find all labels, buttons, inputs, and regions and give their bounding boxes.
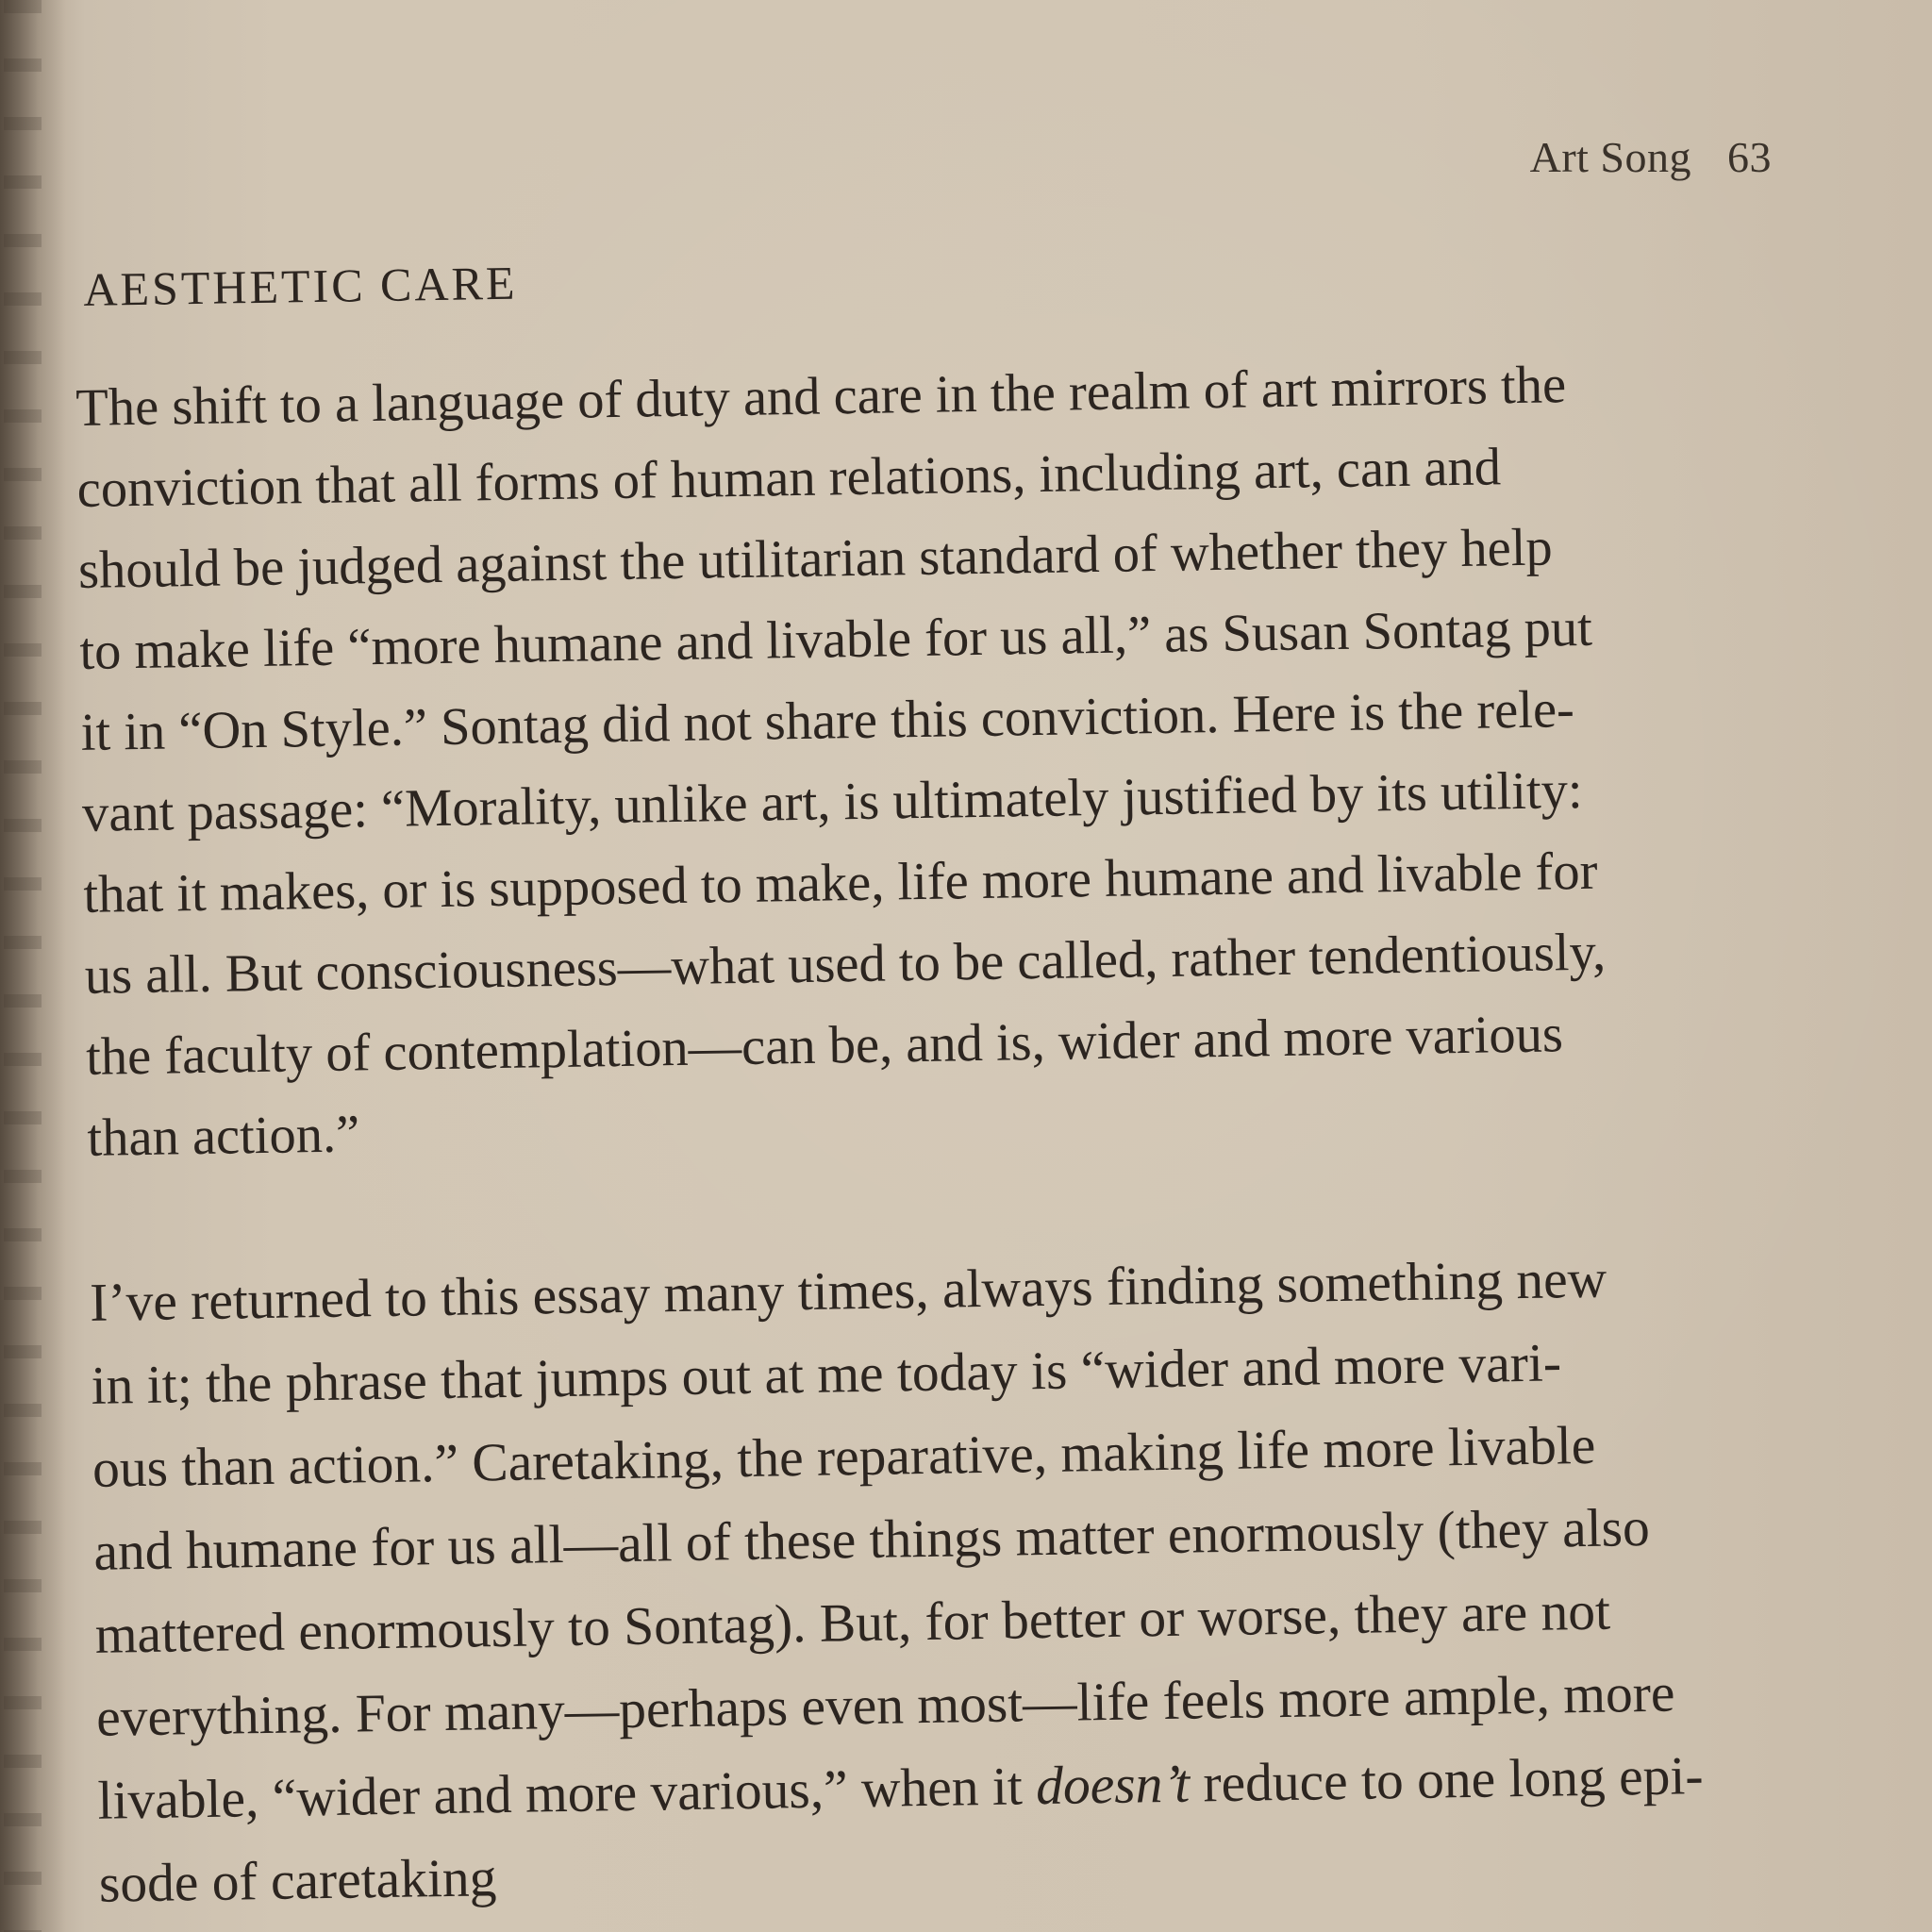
text-line: everything. For many—perhaps even most—life feels more ample, more [95,1663,1675,1748]
facing-page-edge [4,0,42,1932]
text-line: than action.” [87,1105,360,1168]
text-run: reduce to one long epi- [1189,1746,1704,1814]
italic-emphasis: doesn’t [1035,1754,1191,1817]
paragraph [90,1235,1855,1926]
text-line: should be judged against the utilitarian standard of whether they help [77,518,1554,600]
text-line: us all. But consciousness—what used to be called, rather tendentiously, [84,923,1607,1006]
text-line: the faculty of contemplation—can be, and is, wider and more various [85,1005,1564,1087]
text-line: in it; the phrase that jumps out at me today is “wider and more vari- [91,1333,1562,1416]
section-heading: AESTHETIC CARE [82,256,518,316]
text-line: to make life “more humane and livable for us all,” as Susan Sontag put [78,598,1593,681]
text-line: conviction that all forms of human relations, including art, can and [76,438,1502,519]
running-head [1530,132,1772,182]
text-line: vant passage: “Morality, unlike art, is ultimately justified by its utility: [81,760,1584,843]
page-body [74,239,1856,1932]
text-line: it in “On Style.” Sontag did not share this conviction. Here is the rele- [80,680,1575,762]
text-line: The shift to a language of duty and care in the realm of art mirrors the [75,356,1567,438]
text-line: mattered enormously to Sontag). But, for better or worse, they are not [94,1581,1611,1665]
text-run: livable, “wider and more various,” when it [97,1757,1037,1831]
page-number: 63 [1727,133,1772,181]
running-head-title: Art Song [1529,133,1691,181]
paragraph [75,341,1842,1179]
text-line-partial: sode of caretaking [98,1848,497,1914]
text-line: I’ve returned to this essay many times, always finding something new [89,1249,1607,1333]
text-line: and humane for us all—all of these things matter enormously (they also [92,1497,1651,1582]
text-line: that it makes, or is supposed to make, life more humane and livable for [82,841,1598,924]
text-line: ous than action.” Caretaking, the reparative, making life more livable [92,1415,1596,1499]
